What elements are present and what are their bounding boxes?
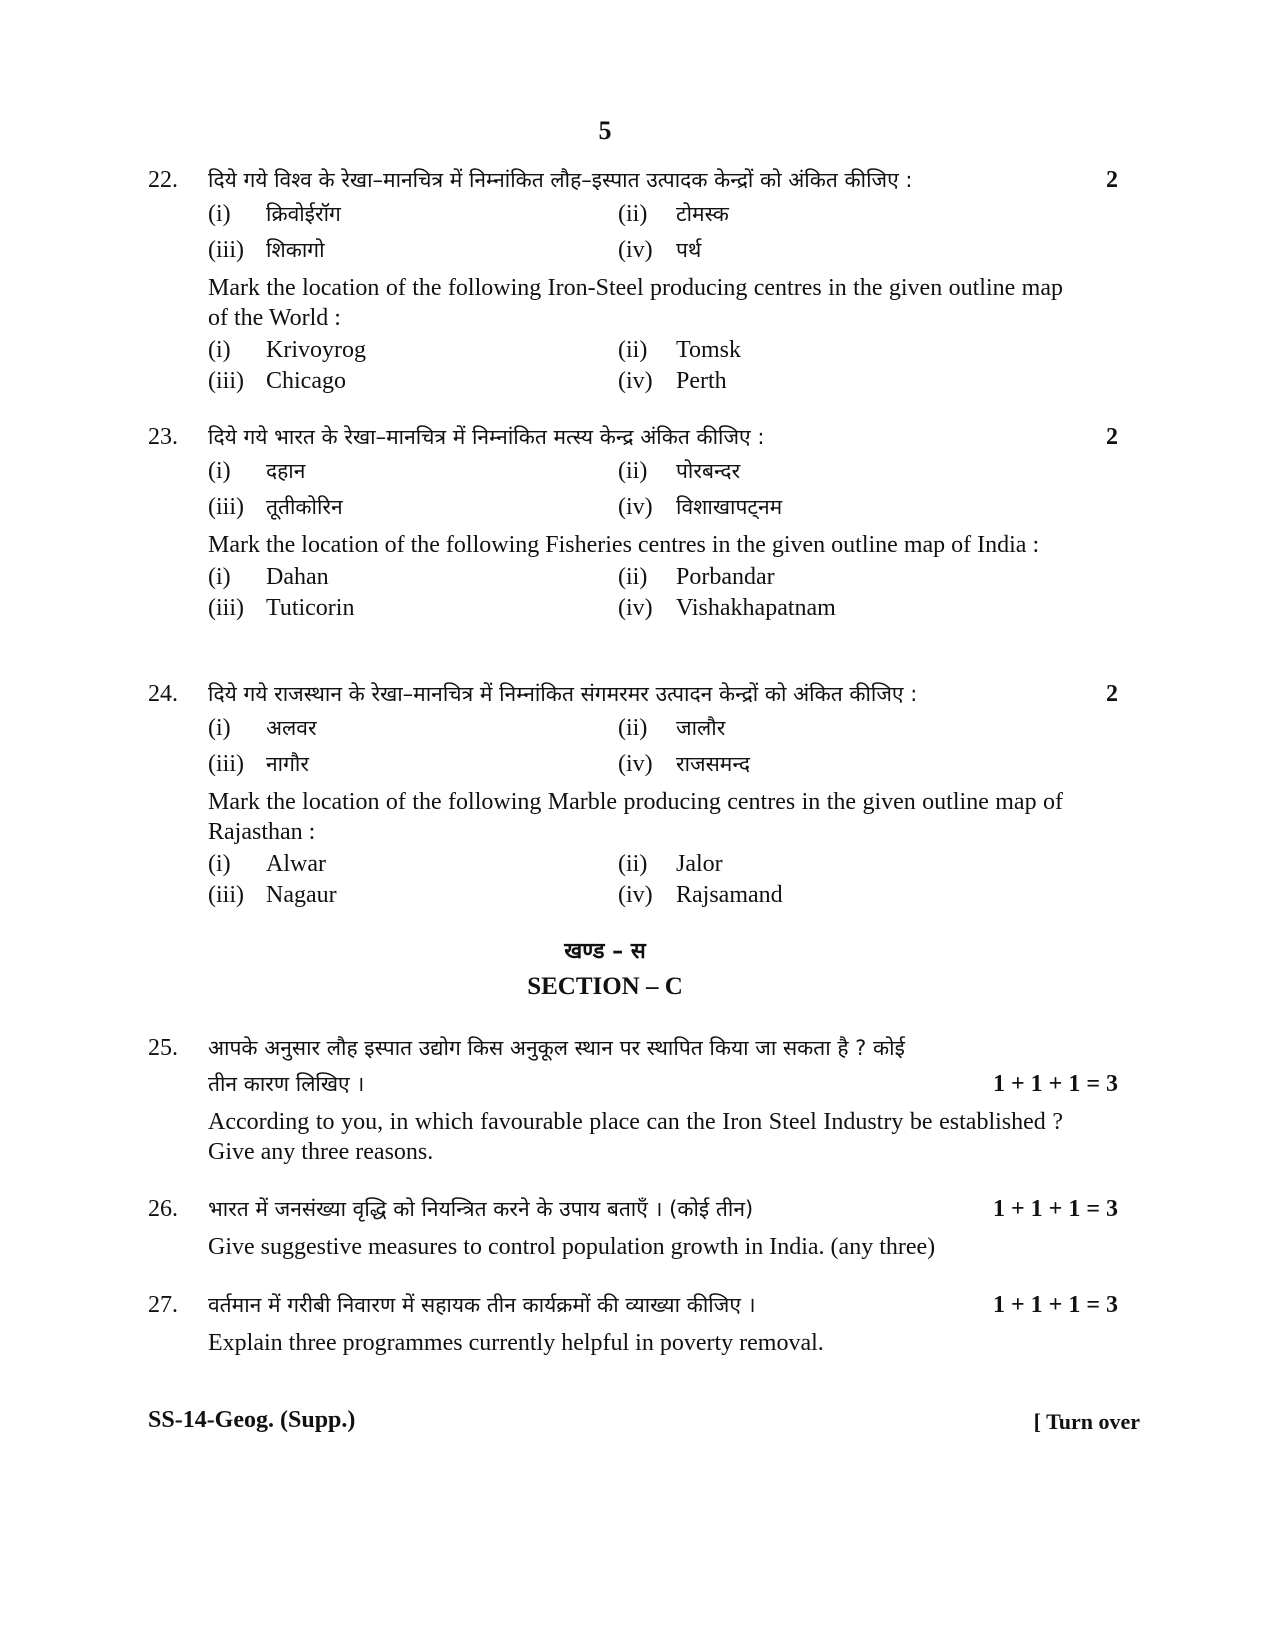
option-item [208,366,618,397]
question-hindi: दिये गये विश्व के रेखा–मानचित्र में निम्नांकित लौह–इस्पात उत्पादक केन्द्रों को अंकित कीजिए : [208,168,913,192]
option-item [208,849,618,880]
option-text: Tuticorin [266,595,355,621]
question-english: Mark the location of the following Iron-Steel producing centres in the given outline map of the World : [208,275,1063,331]
option-text: तूतीकोरिन [266,495,343,519]
option-roman: (iv) [618,595,653,621]
option-item [208,880,618,911]
option-text: Alwar [266,851,326,877]
question-hindi-cont: तीन कारण लिखिए । [208,1072,365,1096]
option-item [618,456,1028,492]
question-english: Mark the location of the following Fisheries centres in the given outline map of India : [208,532,1040,558]
option-item [208,199,618,235]
option-text: Rajsamand [676,882,783,908]
question-hindi: भारत में जनसंख्या वृद्धि को नियन्त्रित करने के उपाय बताएँ । (कोई तीन) [208,1197,754,1221]
question-26 [148,1194,1128,1264]
option-text: टोमस्क [676,202,729,226]
question-english: Give suggestive measures to control population growth in India. (any three) [208,1234,936,1260]
option-roman: (ii) [618,458,648,484]
option-text: Perth [676,368,727,394]
question-english: Explain three programmes currently helpful in poverty removal. [208,1330,824,1356]
option-roman: (ii) [618,851,648,877]
question-number: 26. [148,1196,178,1222]
option-item [208,456,618,492]
question-number: 22. [148,167,178,193]
option-roman: (i) [208,564,231,590]
question-number: 23. [148,424,178,450]
question-hindi: वर्तमान में गरीबी निवारण में सहायक तीन कार्यक्रमों की व्याख्या कीजिए । [208,1293,756,1317]
question-hindi: दिये गये राजस्थान के रेखा–मानचित्र में निम्नांकित संगमरमर उत्पादन केन्द्रों को अंकित कीजिए : [208,682,918,706]
option-text: पोरबन्दर [676,459,741,483]
option-item [618,562,1028,593]
option-text: Tomsk [676,337,741,363]
option-item [618,366,1028,397]
option-roman: (iii) [208,882,244,908]
option-text: अलवर [266,716,317,740]
option-item [618,849,1028,880]
question-number: 24. [148,681,178,707]
question-hindi: आपके अनुसार लौह इस्पात उद्योग किस अनुकूल स्थान पर स्थापित किया जा सकता है ? कोई [208,1036,905,1060]
option-roman: (iv) [618,237,653,263]
option-text: Jalor [676,851,723,877]
option-roman: (iv) [618,494,653,520]
option-item [618,335,1028,366]
option-text: क्रिवोईरॉग [266,202,341,226]
question-27 [148,1290,1128,1360]
option-text: जालौर [676,716,726,740]
option-item [208,492,618,528]
option-roman: (iii) [208,595,244,621]
option-text: शिकागो [266,238,325,262]
option-roman: (i) [208,458,231,484]
option-roman: (iii) [208,237,244,263]
option-roman: (iv) [618,751,653,777]
option-text: Vishakhapatnam [676,595,836,621]
option-roman: (iii) [208,368,244,394]
marks: 1 + 1 + 1 = 3 [992,1071,1118,1097]
option-roman: (iv) [618,882,653,908]
marks: 2 [1106,424,1118,450]
option-roman: (ii) [618,337,648,363]
option-roman: (i) [208,337,231,363]
paper-code: SS-14-Geog. (Supp.) [148,1407,356,1433]
english-options [208,849,1128,911]
option-roman: (i) [208,851,231,877]
hindi-options [208,456,1128,528]
question-english: Mark the location of the following Marble producing centres in the given outline map of Rajasthan : [208,789,1063,845]
option-roman: (iii) [208,494,244,520]
question-english: According to you, in which favourable place can the Iron Steel Industry be established ? Give any three reasons. [208,1109,1063,1165]
option-item [208,235,618,271]
question-number: 25. [148,1035,178,1061]
question-24 [148,679,1128,911]
option-item [618,235,1028,271]
option-item [208,713,618,749]
option-text: नागौर [266,752,309,776]
hindi-options [208,713,1128,785]
english-options [208,562,1128,624]
option-roman: (iv) [618,368,653,394]
turn-over: [ Turn over [1033,1409,1140,1434]
option-item [618,492,1028,528]
option-text: Chicago [266,368,346,394]
option-text: विशाखापट्नम [676,495,783,519]
marks: 1 + 1 + 1 = 3 [992,1196,1118,1222]
question-22 [148,165,1128,397]
marks: 1 + 1 + 1 = 3 [992,1292,1118,1318]
marks: 2 [1106,681,1118,707]
option-item [618,593,1028,624]
hindi-options [208,199,1128,271]
section-title-hindi: खण्ड – स [564,939,646,964]
option-roman: (ii) [618,564,648,590]
option-text: Krivoyrog [266,337,366,363]
option-item [208,593,618,624]
option-item [208,335,618,366]
option-roman: (iii) [208,751,244,777]
option-item [618,749,1028,785]
option-roman: (ii) [618,201,648,227]
english-options [208,335,1128,397]
option-item [618,713,1028,749]
option-text: दहान [266,459,306,483]
option-item [618,199,1028,235]
option-text: Dahan [266,564,329,590]
option-roman: (ii) [618,715,648,741]
option-item [208,562,618,593]
option-text: Nagaur [266,882,337,908]
option-text: Porbandar [676,564,775,590]
option-item [618,880,1028,911]
section-title: SECTION – C [527,973,683,1000]
marks: 2 [1106,167,1118,193]
question-hindi: दिये गये भारत के रेखा–मानचित्र में निम्नांकित मत्स्य केन्द्र अंकित कीजिए : [208,425,765,449]
option-text: पर्थ [676,238,702,262]
question-23 [148,422,1128,624]
option-text: राजसमन्द [676,752,751,776]
option-roman: (i) [208,201,231,227]
option-roman: (i) [208,715,231,741]
question-number: 27. [148,1292,178,1318]
page-number: 5 [598,116,612,145]
option-item [208,749,618,785]
question-25 [148,1033,1128,1169]
